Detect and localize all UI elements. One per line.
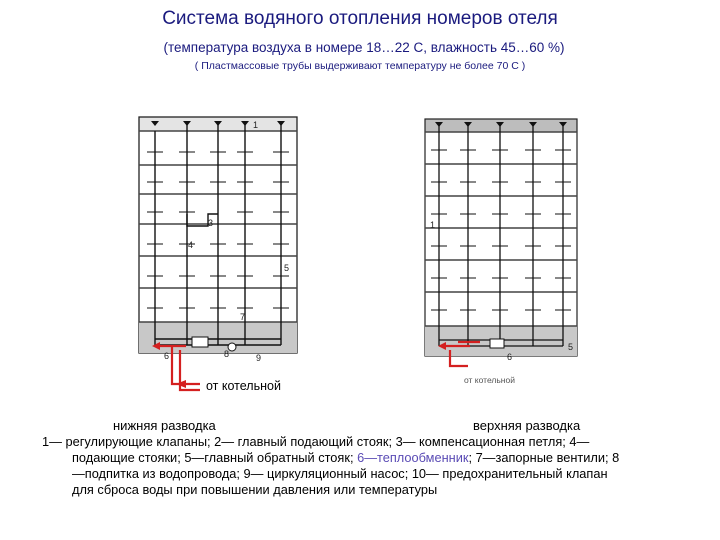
right-boiler-label: от котельной (464, 375, 515, 385)
left-num-8: 8 (224, 349, 230, 359)
right-building-frame (425, 119, 577, 356)
caption-top-distribution: верхняя разводка (473, 418, 581, 433)
left-num-1: 1 (253, 120, 259, 130)
legend-heat-exchanger-highlight: 6—теплообменник (357, 450, 469, 465)
legend-line-4: для сброса воды при повышении давления или температуры (72, 482, 438, 497)
left-boiler-label: от котельной (206, 379, 281, 393)
left-risers (155, 124, 281, 345)
right-num-6: 6 (507, 352, 513, 362)
right-num-5: 5 (568, 342, 574, 352)
legend-line-2-part-b: ; 7—запорные вентили; 8 (468, 450, 620, 465)
right-diagram (425, 119, 577, 366)
page-title: Система водяного отопления номеров отеля (162, 8, 558, 29)
legend-line-1: 1— регулирующие клапаны; 2— главный подающий стояк; 3— компенсационная петля; 4— (42, 434, 590, 449)
legend-line-2 (42, 450, 672, 466)
right-heat-exchanger (490, 339, 504, 348)
left-diagram (139, 117, 297, 390)
legend-line-3: —подпитка из водопровода; 9— циркуляционный насос; 10— предохранительный клапан (72, 466, 608, 481)
legend-line-2-part-a: подающие стояки; 5—главный обратный стояк; (72, 450, 358, 465)
left-num-7: 7 (240, 312, 246, 322)
page-subtitle: (температура воздуха в номере 18…22 С, влажность 45…60 %) (163, 40, 565, 55)
caption-bottom-distribution: нижняя разводка (113, 418, 216, 433)
left-num-5: 5 (284, 263, 290, 273)
right-num-1: 1 (430, 220, 436, 230)
left-pump (228, 343, 236, 351)
left-num-4: 4 (188, 240, 194, 250)
legend (42, 434, 672, 498)
right-risers (439, 126, 563, 346)
right-radiators (431, 150, 571, 310)
left-num-9: 9 (256, 353, 262, 363)
left-num-3: 3 (208, 218, 214, 228)
left-heat-exchanger (192, 337, 208, 347)
left-num-6: 6 (164, 351, 170, 361)
right-floor-lines (425, 132, 577, 326)
plastic-pipes-note: ( Пластмассовые трубы выдерживают температуру не более 70 С ) (194, 60, 526, 72)
